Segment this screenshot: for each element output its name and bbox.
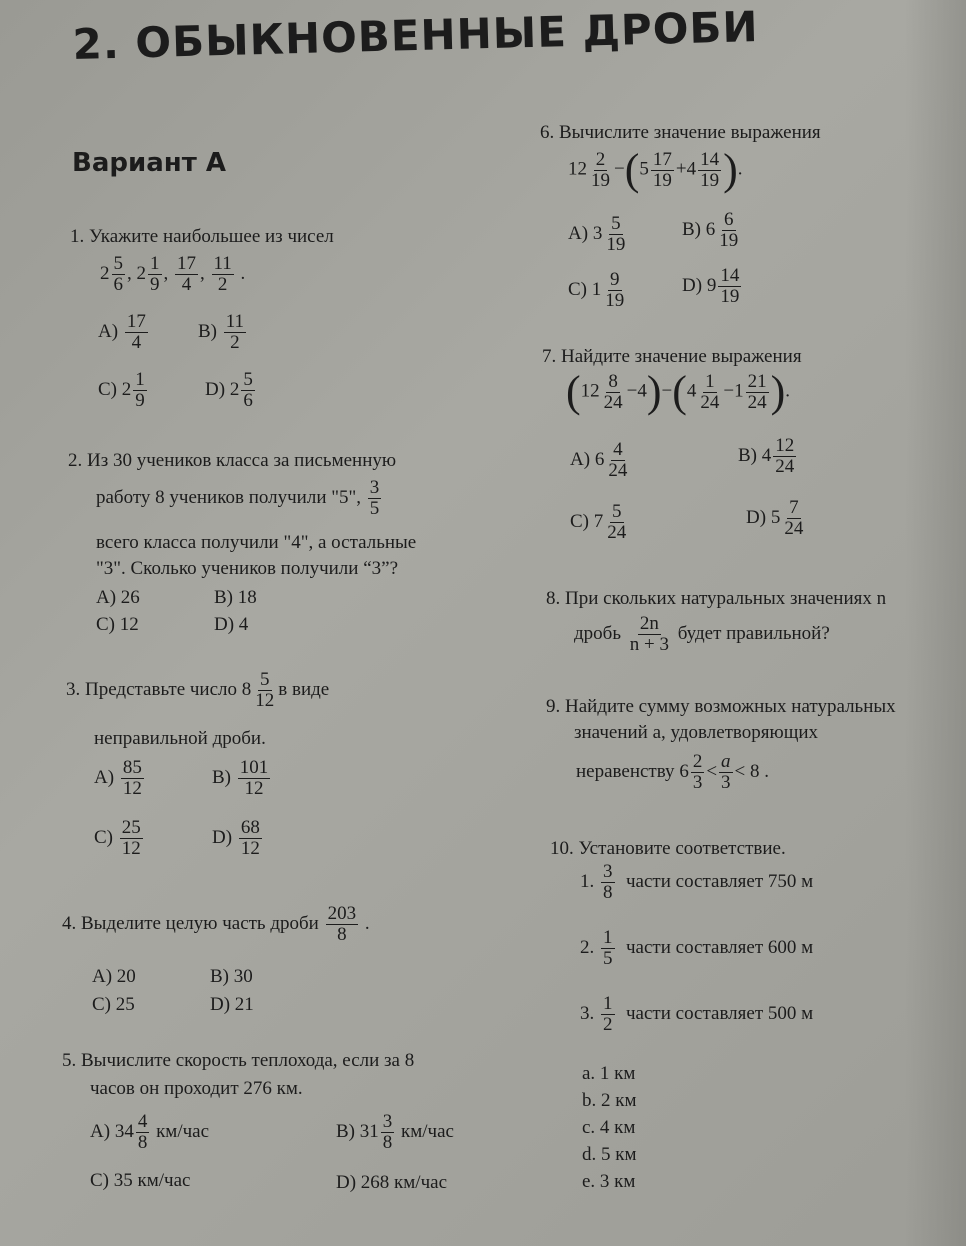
q1-num4-frac: $\frac{11}{2}$ [213,253,232,295]
q6-text: 6. Вычислите значение выражения [540,122,821,143]
q9-line2: значений a, удовлетворяющих [574,722,819,743]
q7-option-d: D) 5 $\frac{7}{24}$ [746,497,804,539]
q1-num1-whole: 2 [100,262,110,284]
q10-answer-c: c. 4 км [582,1117,636,1138]
q3-option-c: C) $\frac{25}{12}$ [94,817,141,859]
q8-line1: 8. При скольких натуральных значениях n [546,588,887,609]
q3-option-a: A) $\frac{85}{12}$ [94,757,142,799]
q4-option-a: A) 20 [92,966,136,987]
q1-num2-whole: 2 [136,262,146,284]
q5-line1: 5. Вычислите скорость теплохода, если за 8 [62,1050,415,1071]
q3-frac: $\frac{5}{12}$ [255,669,275,711]
q4-line1: 4. Выделите целую часть дроби $\frac{203}{8}$ . [62,903,370,945]
q7-option-b: B) 4 $\frac{12}{24}$ [738,435,795,477]
q1-text: 1. Укажите наибольшее из чисел [70,226,334,247]
q4-frac: $\frac{203}{8}$ [327,903,357,945]
q5-line2: часов он проходит 276 км. [90,1078,303,1099]
q9-line1: 9. Найдите сумму возможных натуральных [546,696,896,717]
q10-item-2: 2. $\frac{1}{5}$ части составляет 600 м [580,927,814,969]
q2-option-b: B) 18 [214,587,257,608]
q7-option-c: C) 7 $\frac{5}{24}$ [570,501,627,543]
page-edge-shadow [905,0,966,1246]
q2-option-d: D) 4 [214,614,249,635]
q1-option-b: B) $\frac{11}{2}$ [198,311,245,353]
q6-expression: 12 $\frac{2}{19}$ −(5 $\frac{17}{19}$ +4 $\frac{14}{19}$ ). [568,145,743,194]
q6-option-a: A) 3 $\frac{5}{19}$ [568,213,626,255]
q8-line2: дробь $\frac{2n}{n + 3}$ будет правильной? [574,613,830,655]
q8-frac: $\frac{2n}{n + 3}$ [629,613,669,655]
q6-option-b: B) 6 $\frac{6}{19}$ [682,209,739,251]
q1-num2-frac: $\frac{1}{9}$ [150,253,160,295]
q4-option-b: B) 30 [210,966,253,987]
q3-line2: неправильной дроби. [94,728,266,749]
q1-num1-frac: $\frac{5}{6}$ [113,253,123,295]
page-title: 2. ОБЫКНОВЕННЫЕ ДРОБИ [72,2,760,69]
q10-answer-b: b. 2 км [582,1090,637,1111]
q3-option-d: D) $\frac{68}{12}$ [212,817,260,859]
q7-text: 7. Найдите значение выражения [542,346,802,367]
q2-frac: $\frac{3}{5}$ [369,477,380,519]
q4-option-c: C) 25 [92,994,135,1015]
q2-option-c: C) 12 [96,614,139,635]
q1-option-d: D) 2 $\frac{5}{6}$ [205,369,253,411]
q10-answer-d: d. 5 км [582,1144,637,1165]
q9-inequality: неравенству 6 $\frac{2}{3}$ < $\frac{a}{3}$ < 8 . [576,751,769,793]
q6-option-d: D) 9 $\frac{14}{19}$ [682,265,740,307]
q10-answer-e: e. 3 км [582,1171,636,1192]
q2-option-a: A) 26 [96,587,140,608]
q6-option-c: C) 1 $\frac{9}{19}$ [568,269,625,311]
q3-line1: 3. Представьте число 8 $\frac{5}{12}$ в виде [66,669,330,711]
q4-option-d: D) 21 [210,994,254,1015]
q1-option-c: C) 2 $\frac{1}{9}$ [98,369,145,411]
q10-item-1: 1. $\frac{3}{8}$ части составляет 750 м [580,861,814,903]
variant-heading: Вариант А [72,148,226,178]
q2-line2: работу 8 учеников получили "5", $\frac{3}{5}$ [96,477,380,519]
q10-answer-a: a. 1 км [582,1063,636,1084]
q1-num3-frac: $\frac{17}{4}$ [177,253,196,295]
q7-expression: (12 $\frac{8}{24}$ −4)−(4 $\frac{1}{24}$ −1 $\frac{21}{24}$ ). [566,367,791,416]
q10-item-3: 3. $\frac{1}{2}$ части составляет 500 м [580,993,814,1035]
q2-line3: всего класса получили "4", а остальные [96,532,417,553]
q1-option-a: A) $\frac{17}{4}$ [98,311,146,353]
q7-option-a: A) 6 $\frac{4}{24}$ [570,439,628,481]
q2-line1: 2. Из 30 учеников класса за письменную [68,450,397,471]
q5-option-b: B) 31 $\frac{3}{8}$ км/час [336,1111,454,1153]
q5-option-a: A) 34 $\frac{4}{8}$ км/час [90,1111,210,1153]
q3-option-b: B) $\frac{101}{12}$ [212,757,269,799]
q5-option-d: D) 268 км/час [336,1172,448,1193]
q10-text: 10. Установите соответствие. [550,838,786,859]
q5-option-c: C) 35 км/час [90,1170,191,1191]
q1-numbers: 2 $\frac{5}{6}$ , 2 $\frac{1}{9}$ , $\frac{17}{4}$ , $\frac{11}{2}$ . [100,253,246,295]
q2-line4: "3". Сколько учеников получили “3”? [96,558,398,579]
